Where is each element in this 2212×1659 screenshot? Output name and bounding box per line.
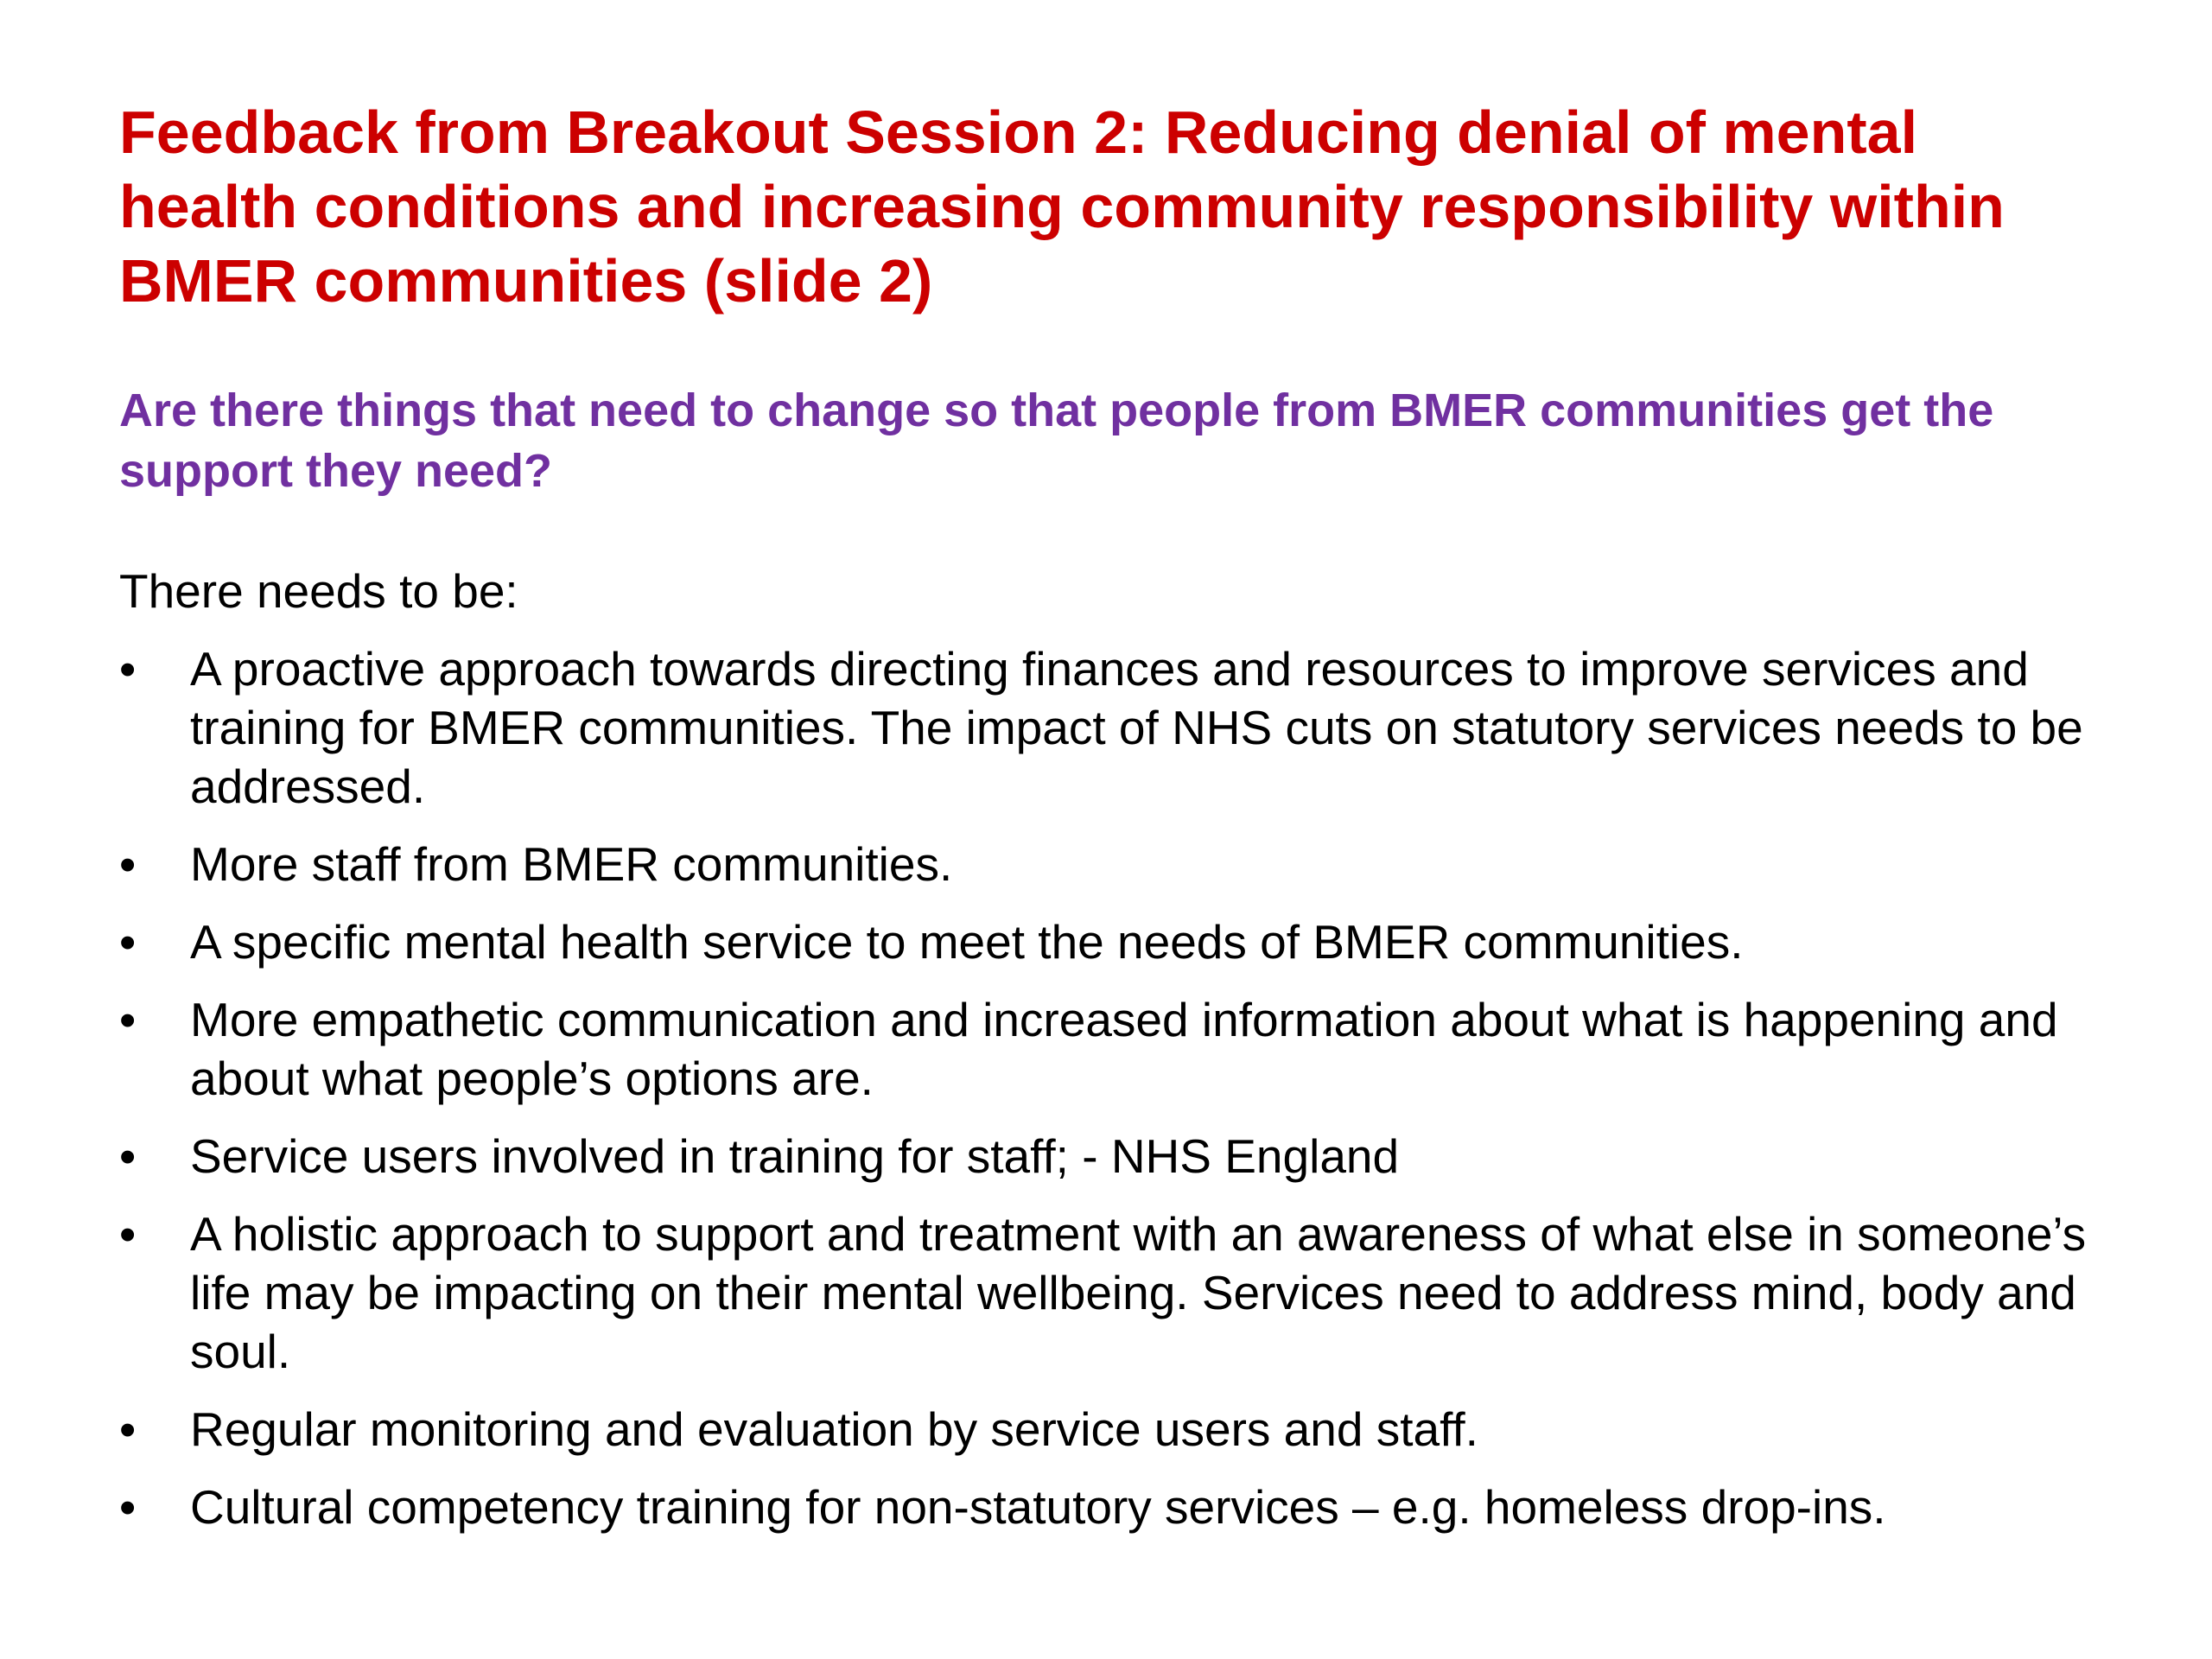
- bullet-text: Cultural competency training for non-statutory services – e.g. homeless drop-ins.: [190, 1480, 1886, 1534]
- intro-text: There needs to be:: [119, 564, 518, 618]
- bullet-text: A specific mental health service to meet the needs of BMER communities.: [190, 915, 1744, 969]
- bullet-point-icon: •: [119, 1207, 137, 1261]
- bullet-point-icon: •: [119, 915, 137, 969]
- bullet-text: More staff from BMER communities.: [190, 837, 953, 891]
- bullet-item: [119, 1478, 2141, 1536]
- bullet-item: [119, 639, 2141, 816]
- bullet-item: [119, 990, 2141, 1108]
- bullet-item: [119, 835, 2141, 893]
- slide-title: Feedback from Breakout Session 2: Reducing denial of mental health conditions and increasing community responsibility within BMER communities (slide 2): [119, 99, 2005, 315]
- bullet-item: [119, 912, 2141, 971]
- bullet-point-icon: •: [119, 993, 137, 1046]
- bullet-point-icon: •: [119, 837, 137, 891]
- bullet-text: More empathetic communication and increased information about what is happening and about what people’s options are.: [190, 993, 2058, 1105]
- bullet-item: [119, 1127, 2141, 1185]
- bullet-point-icon: •: [119, 642, 137, 696]
- bullet-item: [119, 1205, 2141, 1381]
- bullet-item: [119, 1400, 2141, 1459]
- bullet-list: [119, 639, 2141, 1536]
- bullet-point-icon: •: [119, 1480, 137, 1534]
- bullet-text: A proactive approach towards directing finances and resources to improve services and training for BMER communities. The impact of NHS cuts on statutory services needs to be addressed.: [190, 642, 2083, 813]
- bullet-text: A holistic approach to support and treatment with an awareness of what else in someone’s life may be impacting on their mental wellbeing. Services need to address mind, body and soul.: [190, 1207, 2087, 1378]
- bullet-point-icon: •: [119, 1402, 137, 1456]
- bullet-text: Service users involved in training for staff; - NHS England: [190, 1129, 1400, 1183]
- slide-question: Are there things that need to change so that people from BMER communities get the support they need?: [119, 385, 1994, 497]
- bullet-text: Regular monitoring and evaluation by service users and staff.: [190, 1402, 1478, 1456]
- bullet-point-icon: •: [119, 1129, 137, 1183]
